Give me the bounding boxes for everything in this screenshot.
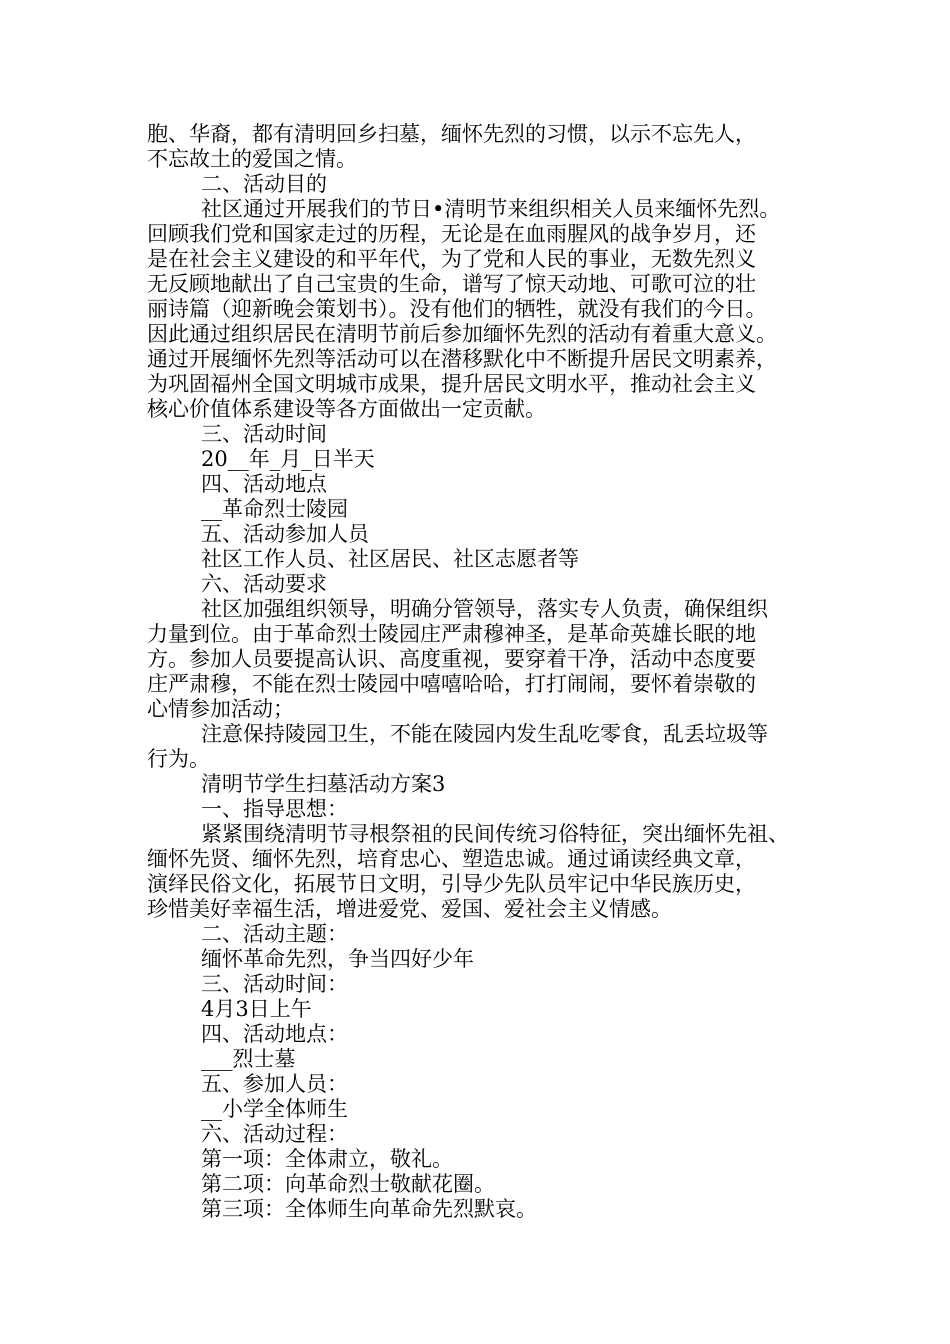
text-line: 珍惜美好幸福生活，增进爱党、爱国、爱社会主义情感。 [147,897,672,921]
text-line: 社区工作人员、社区居民、社区志愿者等 [201,547,579,571]
text-line: 心情参加活动； [147,697,294,721]
text-line: 行为。 [147,747,210,771]
text-line: 三、活动时间 [201,422,327,446]
text-line: 社区通过开展我们的节日•清明节来组织相关人员来缅怀先烈。 [201,197,781,221]
text-line: 不忘故土的爱国之情。 [147,147,357,171]
text-line: 六、活动过程： [201,1122,348,1146]
text-line: 力量到位。由于革命烈士陵园庄严肃穆神圣，是革命英雄长眠的地 [147,622,756,646]
text-line: 无反顾地献出了自己宝贵的生命，谱写了惊天动地、可歌可泣的壮 [147,272,756,296]
text-line: 为巩固福州全国文明城市成果，提升居民文明水平，推动社会主义 [147,372,756,396]
text-line: 二、活动目的 [201,172,327,196]
text-line: 胞、华裔，都有清明回乡扫墓，缅怀先烈的习惯，以示不忘先人， [147,122,756,146]
text-line: 五、活动参加人员 [201,522,369,546]
text-line: __革命烈士陵园 [201,497,348,521]
text-line: 通过开展缅怀先烈等活动可以在潜移默化中不断提升居民文明素养， [147,347,777,371]
text-line: 紧紧围绕清明节寻根祭祖的民间传统习俗特征，突出缅怀先祖、 [201,822,789,846]
text-line: 方。参加人员要提高认识、高度重视，要穿着干净，活动中态度要 [147,647,756,671]
document-body [147,122,817,1222]
text-line: 是在社会主义建设的和平年代，为了党和人民的事业，无数先烈义 [147,247,756,271]
text-line: 20__年_月_日半天 [201,447,375,471]
text-line: 第三项：全体师生向革命先烈默哀。 [201,1197,537,1221]
text-line: 社区加强组织领导，明确分管领导，落实专人负责，确保组织 [201,597,768,621]
text-line: 五、参加人员： [201,1072,348,1096]
text-line: 演绎民俗文化，拓展节日文明，引导少先队员牢记中华民族历史， [147,872,756,896]
text-line: 二、活动主题： [201,922,348,946]
text-line: 缅怀先贤、缅怀先烈，培育忠心、塑造忠诚。通过诵读经典文章， [147,847,756,871]
text-line: 第二项：向革命烈士敬献花圈。 [201,1172,495,1196]
text-line: 第一项：全体肃立，敬礼。 [201,1147,453,1171]
text-line: 丽诗篇（迎新晚会策划书）。没有他们的牺牲，就没有我们的今日。 [147,297,767,321]
text-line: 三、活动时间： [201,972,348,996]
text-line: __小学全体师生 [201,1097,348,1121]
text-line: 因此通过组织居民在清明节前后参加缅怀先烈的活动有着重大意义。 [147,322,777,346]
text-line: 清明节学生扫墓活动方案3 [201,772,446,796]
text-line: 庄严肃穆，不能在烈士陵园中嘻嘻哈哈，打打闹闹，要怀着崇敬的 [147,672,756,696]
text-line: 四、活动地点 [201,472,327,496]
text-line: ___烈士墓 [201,1047,296,1071]
text-line: 注意保持陵园卫生，不能在陵园内发生乱吃零食，乱丢垃圾等 [201,722,768,746]
text-line: 核心价值体系建设等各方面做出一定贡献。 [147,397,546,421]
text-line: 一、指导思想： [201,797,348,821]
text-line: 4月3日上午 [201,997,312,1021]
text-line: 六、活动要求 [201,572,327,596]
text-line: 回顾我们党和国家走过的历程，无论是在血雨腥风的战争岁月，还 [147,222,756,246]
text-line: 缅怀革命先烈，争当四好少年 [201,947,474,971]
text-line: 四、活动地点： [201,1022,348,1046]
